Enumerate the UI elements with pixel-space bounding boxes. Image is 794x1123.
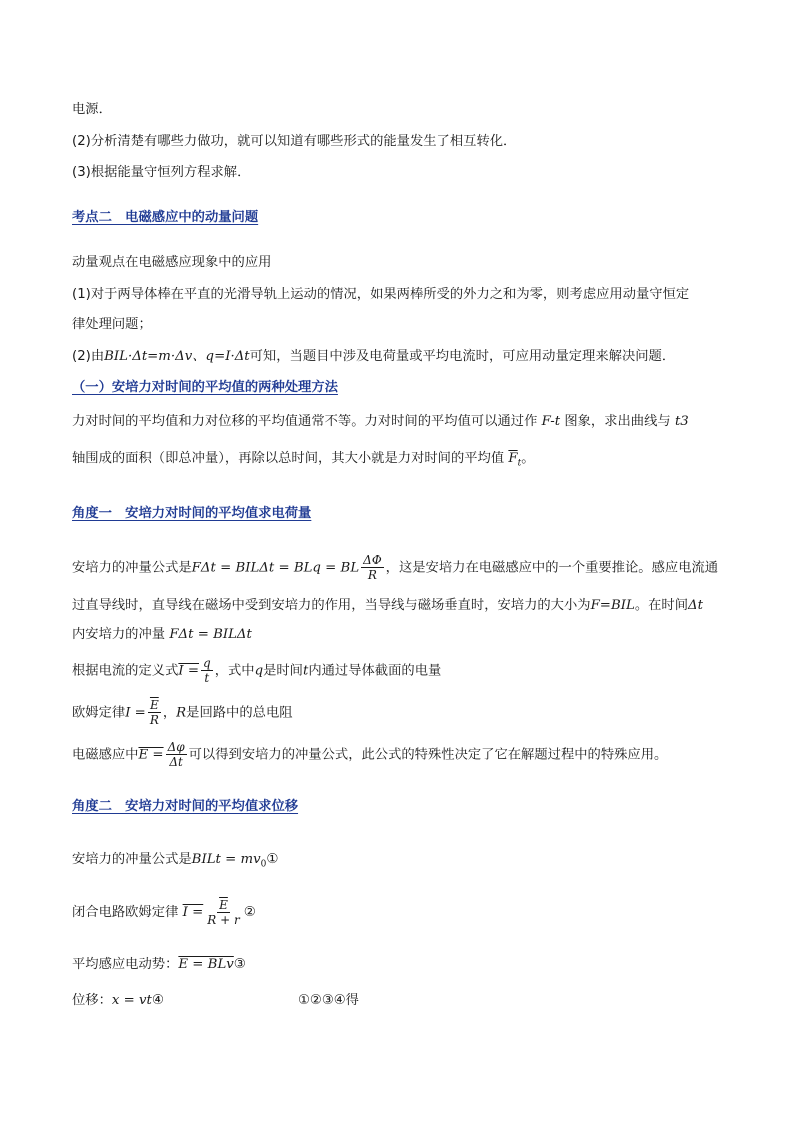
text-line (72, 991, 164, 1011)
text-span: 内通过导体截面的电量 (308, 663, 442, 679)
text-line (72, 412, 689, 432)
text-span: 过直导线时，直导线在磁场中受到安培力的作用，当导线与磁场垂直时，安培力的大小为 (72, 598, 591, 613)
formula: F-t (541, 414, 561, 429)
formula: x = vt (111, 993, 152, 1008)
text-span: ，这是安培力在电磁感应中的一个重要推论。感应电流通 (385, 560, 719, 576)
text-line: (1)对于两导体棒在平直的光滑导轨上运动的情况，如果两棒所受的外力之和为零，则考虑应用动量守恒定 (72, 287, 690, 302)
formula: FΔt = BILΔt (169, 627, 252, 642)
formula: E = (138, 747, 164, 763)
text-line (72, 740, 667, 771)
fraction-denominator: Δt (169, 755, 183, 769)
formula: I = (182, 905, 204, 920)
text-span: 电磁感应中 (72, 747, 139, 763)
formula: FΔt = BILΔt = BLq = BL (191, 560, 360, 576)
text-span: 。 (521, 451, 535, 466)
text-line (72, 850, 278, 875)
text-span: 安培力的冲量公式是 (72, 852, 192, 867)
text-line: (3)根据能量守恒列方程求解． (72, 165, 251, 180)
text-line: 电源． (72, 102, 112, 117)
fraction-denominator: t (204, 671, 210, 685)
fraction (148, 698, 161, 727)
text-span: 平均感应电动势： (72, 957, 179, 972)
formula: BILt = mv (191, 852, 261, 867)
formula: t (302, 663, 309, 679)
text-span: 可以得到安培力的冲量公式，此公式的特殊性决定了它在解题过程中的特殊应用。 (188, 747, 668, 763)
formula: Δt (688, 598, 703, 613)
text-line (72, 625, 252, 645)
formula: BIL·Δt=m·Δv、q=I·Δt (104, 349, 250, 364)
fraction-numerator: $\overline{E}$ (149, 698, 159, 712)
fraction (201, 656, 213, 685)
fraction (205, 898, 241, 927)
text-span: 闭合电路欧姆定律 (72, 905, 179, 920)
text-line: 律处理问题； (72, 317, 152, 332)
equation-marker: ② (243, 905, 256, 920)
text-span: 可知，当题目中涉及电荷量或平均电流时，可应用动量定理来解决问题． (249, 349, 676, 364)
formula: F=BIL (590, 598, 635, 613)
text-span: 是时间 (263, 663, 303, 679)
text-span: 图象，求出曲线与 (564, 414, 671, 429)
formula-subscript: 0 (260, 859, 267, 870)
text-span: ， (162, 705, 177, 721)
formula: $\overline{F}$ (508, 451, 518, 466)
fraction (166, 740, 187, 769)
section-heading: （一）安培力对时间的平均值的两种处理方法 (72, 380, 338, 395)
equation-marker: ④ (151, 993, 164, 1008)
text-line (72, 698, 293, 729)
section-heading: 角度一 安培力对时间的平均值求电荷量 (72, 506, 312, 521)
text-line (72, 896, 256, 930)
formula: I = (178, 663, 199, 679)
text-line: (2)分析清楚有哪些力做功，就可以知道有哪些形式的能量发生了相互转化． (72, 134, 517, 149)
text-line: ①②③④得 (298, 993, 359, 1008)
text-line (72, 449, 535, 474)
fraction-denominator: R (149, 713, 159, 727)
text-line (72, 955, 246, 975)
text-line (72, 656, 441, 687)
equation-marker: ① (266, 852, 279, 867)
fraction-numerator: ΔΦ (363, 553, 382, 567)
text-span: 位移： (72, 993, 112, 1008)
text-line (72, 596, 703, 616)
fraction-numerator: $\overline{E}$ (219, 897, 228, 912)
fraction-denominator: R (367, 568, 377, 582)
equation-marker: ③ (233, 957, 246, 972)
text-span: 安培力的冲量公式是 (72, 560, 192, 576)
text-span: 内安培力的冲量 (72, 627, 166, 642)
formula: q (254, 663, 264, 679)
text-span: (2)由 (72, 349, 105, 364)
fraction-denominator: R + r (207, 912, 240, 927)
formula-subscript: t (517, 458, 522, 469)
text-span: ，式中 (214, 663, 255, 679)
section-heading: 考点二 电磁感应中的动量问题 (72, 210, 259, 225)
formula: t3 (674, 414, 689, 429)
fraction-numerator: q (203, 656, 211, 670)
text-span: 。在时间 (634, 598, 688, 613)
fraction (361, 553, 384, 582)
text-span: 力对时间的平均值和力对位移的平均值通常不等。力对时间的平均值可以通过作 (72, 414, 538, 429)
section-heading: 角度二 安培力对时间的平均值求位移 (72, 799, 299, 814)
text-span: 是回路中的总电阻 (186, 705, 293, 721)
formula: E = BLv (178, 957, 234, 972)
text-span: 欧姆定律 (72, 705, 126, 721)
fraction-numerator: Δφ (167, 740, 185, 754)
text-span: 轴围成的面积（即总冲量），再除以总时间，其大小就是力对时间的平均值 (72, 451, 505, 466)
text-line (72, 553, 718, 582)
formula: R (176, 705, 187, 721)
text-span: 根据电流的定义式 (72, 663, 179, 679)
text-line: 动量观点在电磁感应现象中的应用 (72, 255, 272, 270)
formula: I = (125, 705, 146, 721)
text-line (72, 347, 675, 367)
